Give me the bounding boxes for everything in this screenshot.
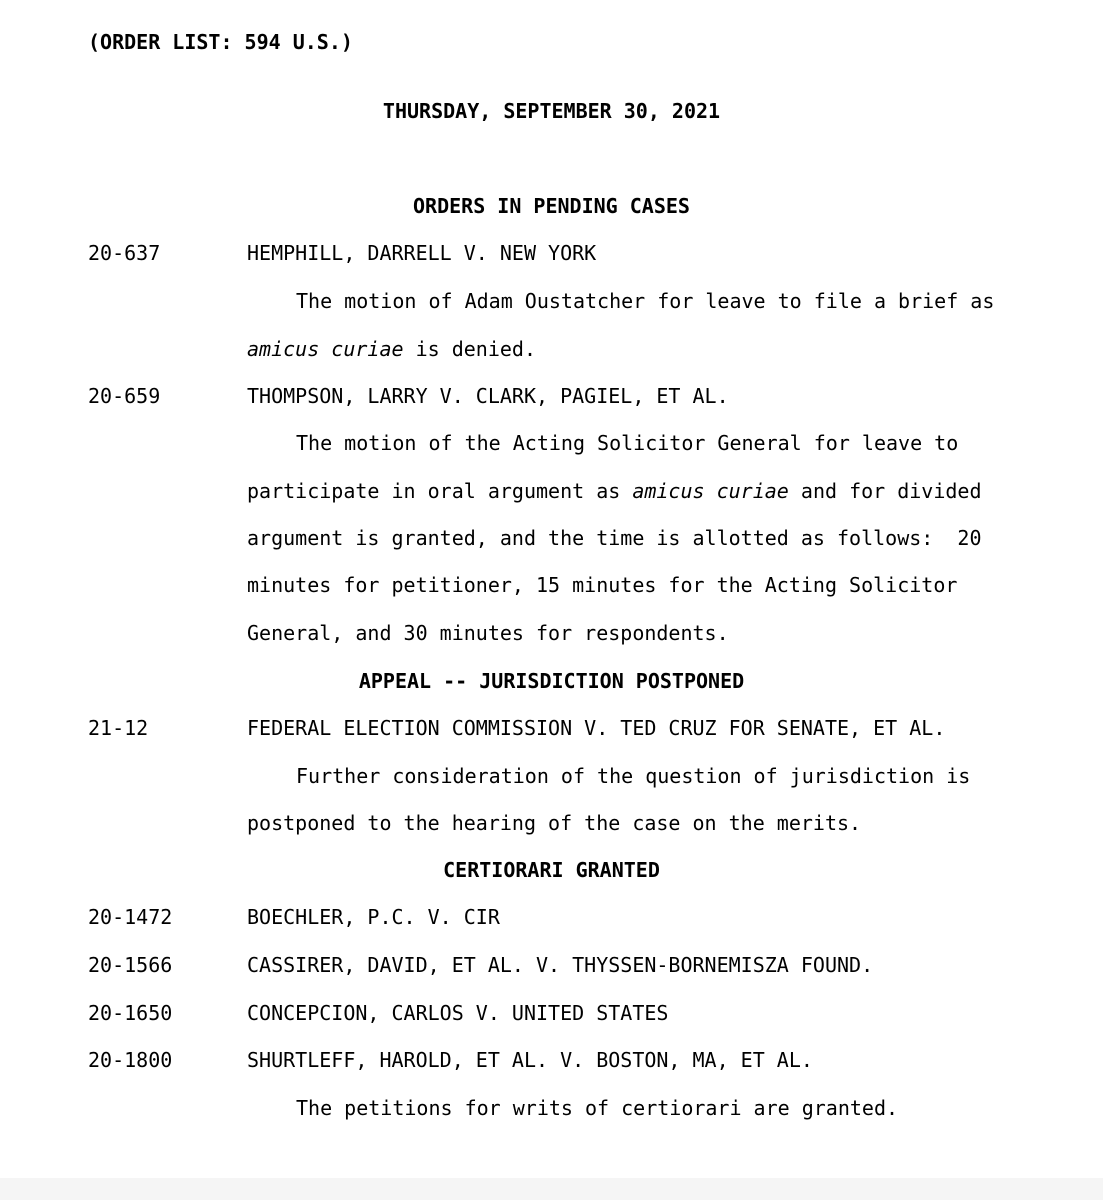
page-bottom-edge [0,1178,1103,1200]
order-text-line: minutes for petitioner, 15 minutes for the Acting Solicitor [247,573,958,597]
case-number: 20-1566 [88,953,173,977]
section-heading-appeal: APPEAL -- JURISDICTION POSTPONED [358,669,745,693]
case-number: 20-1800 [88,1048,173,1072]
case-number: 20-637 [88,241,161,265]
order-text-line: General, and 30 minutes for respondents. [247,621,729,645]
order-list-header: (ORDER LIST: 594 U.S.) [88,30,353,54]
order-text-line: postponed to the hearing of the case on the merits. [247,811,862,835]
case-caption: SHURTLEFF, HAROLD, ET AL. V. BOSTON, MA, ET AL. [247,1048,813,1072]
text-fragment: and for divided [788,479,982,503]
case-caption: THOMPSON, LARRY V. CLARK, PAGIEL, ET AL. [247,384,729,408]
order-text-line: The petitions for writs of certiorari are granted. [296,1096,899,1120]
case-number: 20-659 [88,384,161,408]
case-caption: FEDERAL ELECTION COMMISSION V. TED CRUZ FOR SENATE, ET AL. [247,716,946,740]
italic-phrase: amicus curiae [632,479,789,503]
italic-phrase: amicus curiae [247,337,404,361]
case-caption: HEMPHILL, DARRELL V. NEW YORK [247,241,597,265]
section-heading-certiorari: CERTIORARI GRANTED [443,858,660,882]
case-caption: CONCEPCION, CARLOS V. UNITED STATES [247,1001,669,1025]
order-text-line: argument is granted, and the time is allotted as follows: 20 [247,526,982,550]
section-heading-pending: ORDERS IN PENDING CASES [413,194,690,218]
order-text-line [247,479,982,503]
order-date: THURSDAY, SEPTEMBER 30, 2021 [382,99,721,123]
case-number: 20-1472 [88,905,173,929]
order-text-line: The motion of Adam Oustatcher for leave to file a brief as [296,289,995,313]
case-number: 21-12 [88,716,149,740]
case-number: 20-1650 [88,1001,173,1025]
case-caption: CASSIRER, DAVID, ET AL. V. THYSSEN-BORNEMISZA FOUND. [247,953,874,977]
text-fragment: participate in oral argument as [247,479,633,503]
text-fragment: is denied. [403,337,536,361]
order-text-line [247,337,536,361]
order-text-line: The motion of the Acting Solicitor General for leave to [296,431,959,455]
case-caption: BOECHLER, P.C. V. CIR [247,905,500,929]
order-text-line: Further consideration of the question of jurisdiction is [296,764,971,788]
